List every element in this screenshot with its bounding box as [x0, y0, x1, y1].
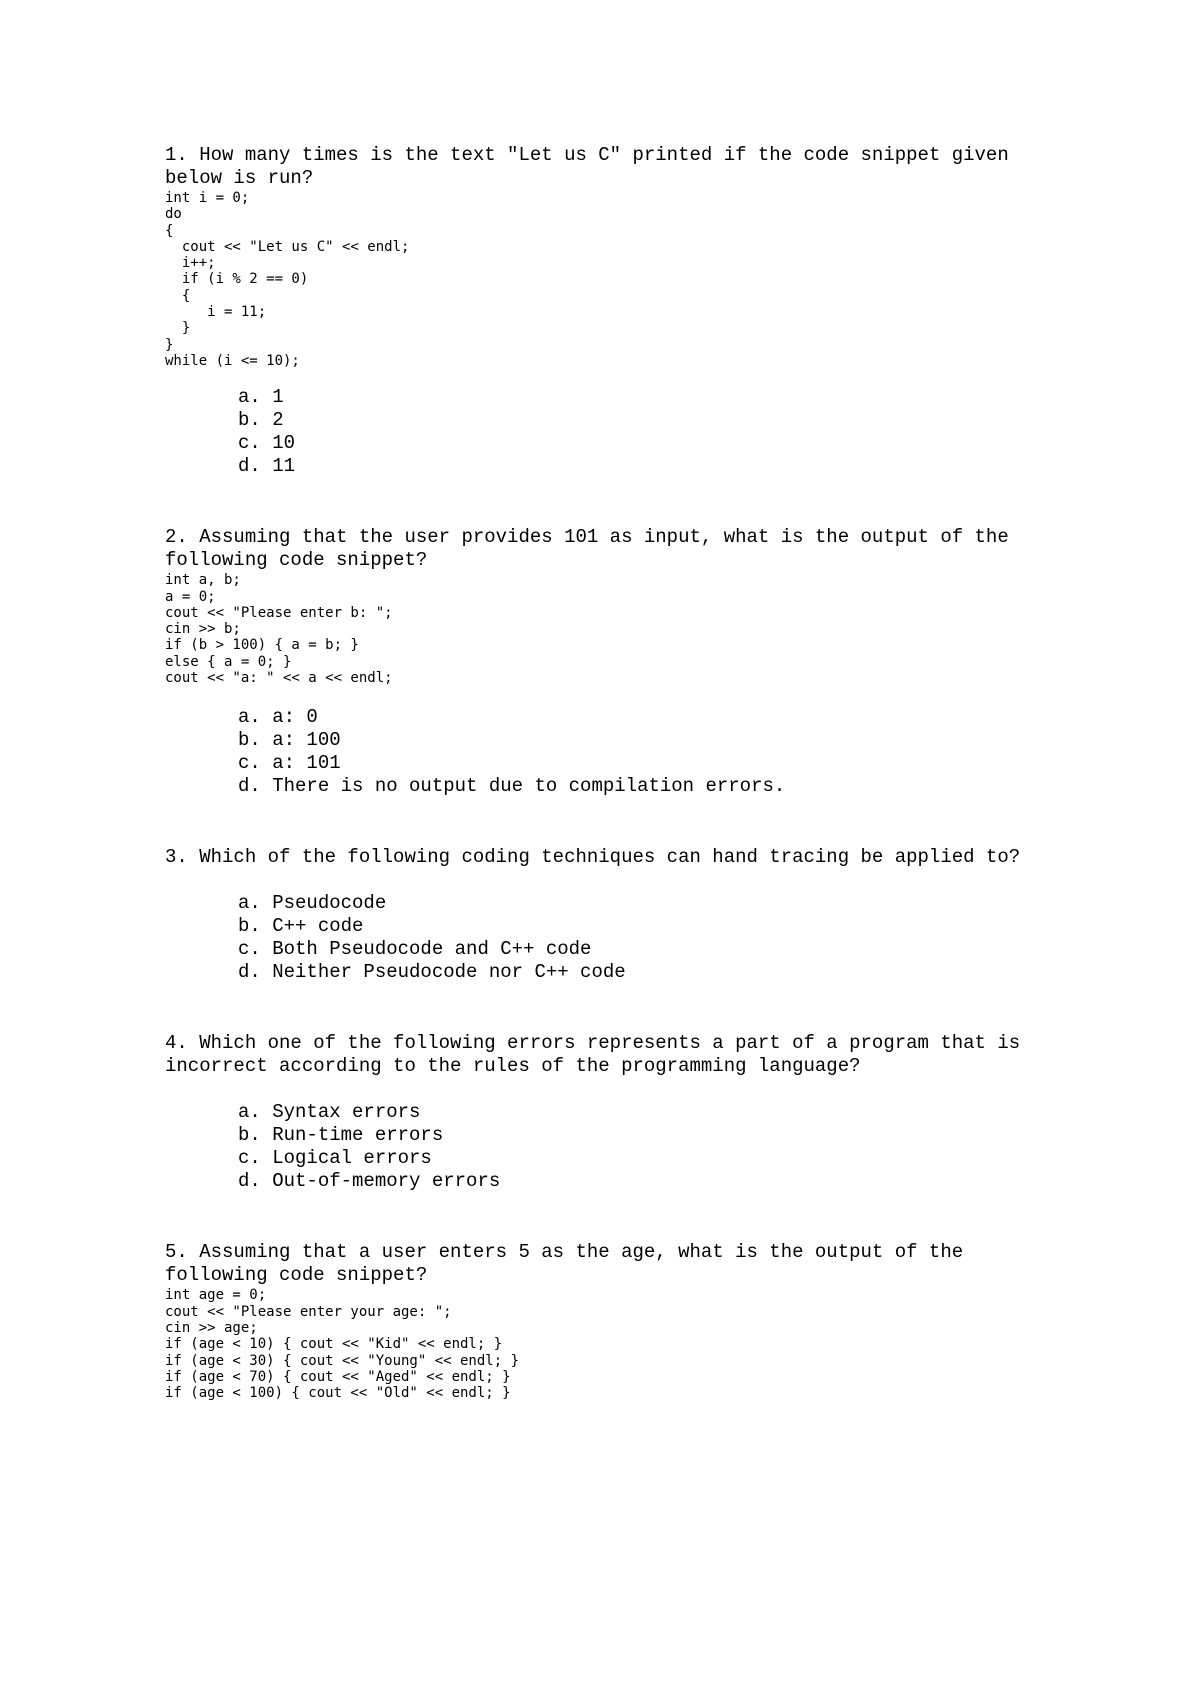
- option-c: c. Logical errors: [238, 1147, 432, 1170]
- option-b: b. Run-time errors: [238, 1124, 444, 1147]
- option-d: d. 11: [238, 455, 296, 478]
- document-page: [165, 144, 1065, 1401]
- option-d: d. Out-of-memory errors: [238, 1170, 501, 1193]
- question-2: [165, 526, 1065, 798]
- option-d: d. There is no output due to compilation errors.: [238, 775, 786, 798]
- question-text: 5. Assuming that a user enters 5 as the age, what is the output of the following code snippet?: [165, 1241, 975, 1287]
- answer-options: [165, 1101, 1065, 1193]
- option-c: c. Both Pseudocode and C++ code: [238, 938, 592, 961]
- option-b: b. 2: [238, 409, 284, 432]
- code-snippet: int a, b; a = 0; cout << "Please enter b: "; cin >> b; if (b > 100) { a = b; } else { a = 0; } cout << "a: " << a << endl;: [165, 572, 393, 687]
- code-snippet: int i = 0; do { cout << "Let us C" << endl; i++; if (i % 2 == 0) { i = 11; } } while (i <= 10);: [165, 190, 410, 369]
- question-text: 1. How many times is the text "Let us C" printed if the code snippet given below is run?: [165, 144, 1021, 189]
- option-d: d. Neither Pseudocode nor C++ code: [238, 961, 626, 984]
- question-3: [165, 846, 1065, 984]
- option-a: a. a: 0: [238, 706, 318, 729]
- option-a: a. Syntax errors: [238, 1101, 421, 1124]
- question-4: [165, 1032, 1065, 1193]
- code-snippet: int age = 0; cout << "Please enter your age: "; cin >> age; if (age < 10) { cout << "Kid" << endl; } if (age < 30) { cout << "Young" << endl; } if (age < 70) { cout << "Aged" << endl; } if (age < 100) { cout << "Old" << endl; }: [165, 1287, 520, 1402]
- question-text: 4. Which one of the following errors represents a part of a program that is incorrect according to the rules of the programming language?: [165, 1032, 1032, 1078]
- question-5: [165, 1241, 1065, 1401]
- option-b: b. C++ code: [238, 915, 364, 938]
- answer-options: [165, 892, 1065, 984]
- option-a: a. 1: [238, 386, 284, 409]
- option-c: c. 10: [238, 432, 296, 455]
- question-text: 2. Assuming that the user provides 101 as input, what is the output of the following code snippet?: [165, 526, 1021, 572]
- question-text: 3. Which of the following coding techniques can hand tracing be applied to?: [165, 846, 1021, 869]
- answer-options: [165, 706, 1065, 798]
- question-1: [165, 144, 1065, 478]
- option-c: c. a: 101: [238, 752, 341, 775]
- answer-options: [165, 386, 1065, 478]
- option-a: a. Pseudocode: [238, 892, 387, 915]
- option-b: b. a: 100: [238, 729, 341, 752]
